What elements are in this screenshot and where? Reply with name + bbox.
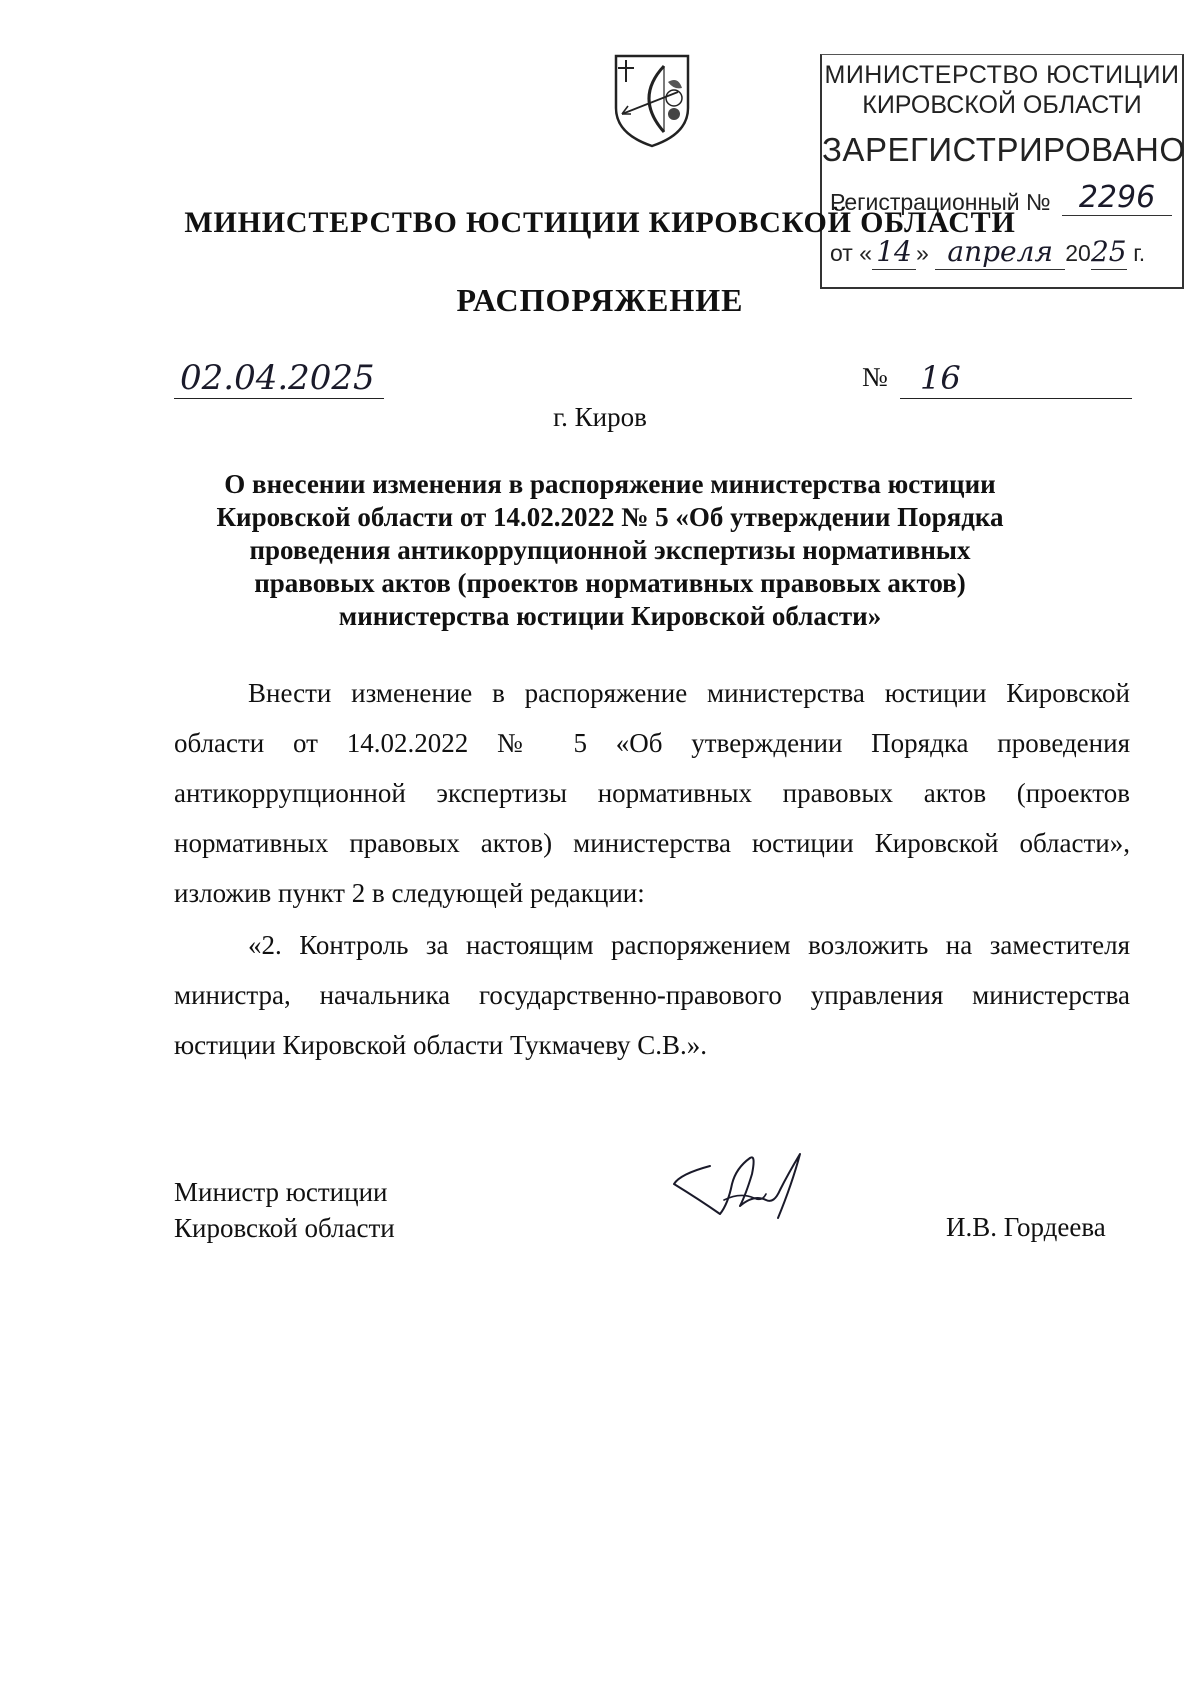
body-paragraph-2: «2. Контроль за настоящим распоряжением возложить на заместителя министра, начальника государственно-правового управления министерства юстиции Кировской области Тукмачеву С.В.». [174, 930, 1130, 1060]
stamp-date-mid: » [916, 240, 929, 266]
city: г. Киров [553, 402, 647, 432]
stamp-year-end: г. [1133, 240, 1146, 266]
stamp-reg-label: Регистрационный № [830, 189, 1051, 215]
body-paragraph-1: Внести изменение в распоряжение министерства юстиции Кировской области от 14.02.2022 № 5 «Об утверждении Порядка проведения антикоррупционной экспертизы нормативных правовых актов (проектов нормативных правовых актов) министерства юстиции Кировской области», изложив пункт 2 в следующей редакции: [174, 678, 1130, 908]
document-type: РАСПОРЯЖЕНИЕ [456, 282, 744, 318]
coat-of-arms-icon [612, 52, 692, 148]
signatory-role-line2: Кировской области [174, 1213, 395, 1243]
stamp-org-line2: КИРОВСКОЙ ОБЛАСТИ [862, 91, 1142, 119]
stamp-year-prefix: 20 [1065, 240, 1091, 266]
signatory-role-line1: Министр юстиции [174, 1177, 388, 1207]
ministry-title: МИНИСТЕРСТВО ЮСТИЦИИ КИРОВСКОЙ ОБЛАСТИ [184, 206, 1016, 239]
stamp-reg-number: 2296 [1062, 181, 1172, 216]
document-number-label: № [862, 362, 888, 392]
stamp-month: апреля [935, 235, 1065, 270]
document-subject: О внесении изменения в распоряжение министерства юстиции Кировской области от 14.02.2022 № 5 «Об утверждении Порядка проведения антикоррупционной экспертизы нормативных правовых актов (проектов нормативных правовых актов) министерства юстиции Кировской области» [216, 469, 1004, 631]
handwritten-signature [670, 1144, 830, 1226]
document-date: 02.04.2025 [174, 358, 384, 399]
stamp-org-line1: МИНИСТЕРСТВО ЮСТИЦИИ [824, 61, 1180, 89]
signatory-name: И.В. Гордеева [946, 1212, 1106, 1242]
stamp-status: ЗАРЕГИСТРИРОВАНО [822, 131, 1186, 168]
stamp-year-suffix: 25 [1090, 235, 1127, 268]
stamp-date-prefix: от « [830, 240, 873, 266]
stamp-day: 14 [872, 235, 916, 270]
document-number: 16 [900, 358, 1132, 399]
signatory-role [174, 1174, 395, 1246]
registration-stamp [820, 54, 1184, 289]
stamp-date [830, 235, 1145, 270]
